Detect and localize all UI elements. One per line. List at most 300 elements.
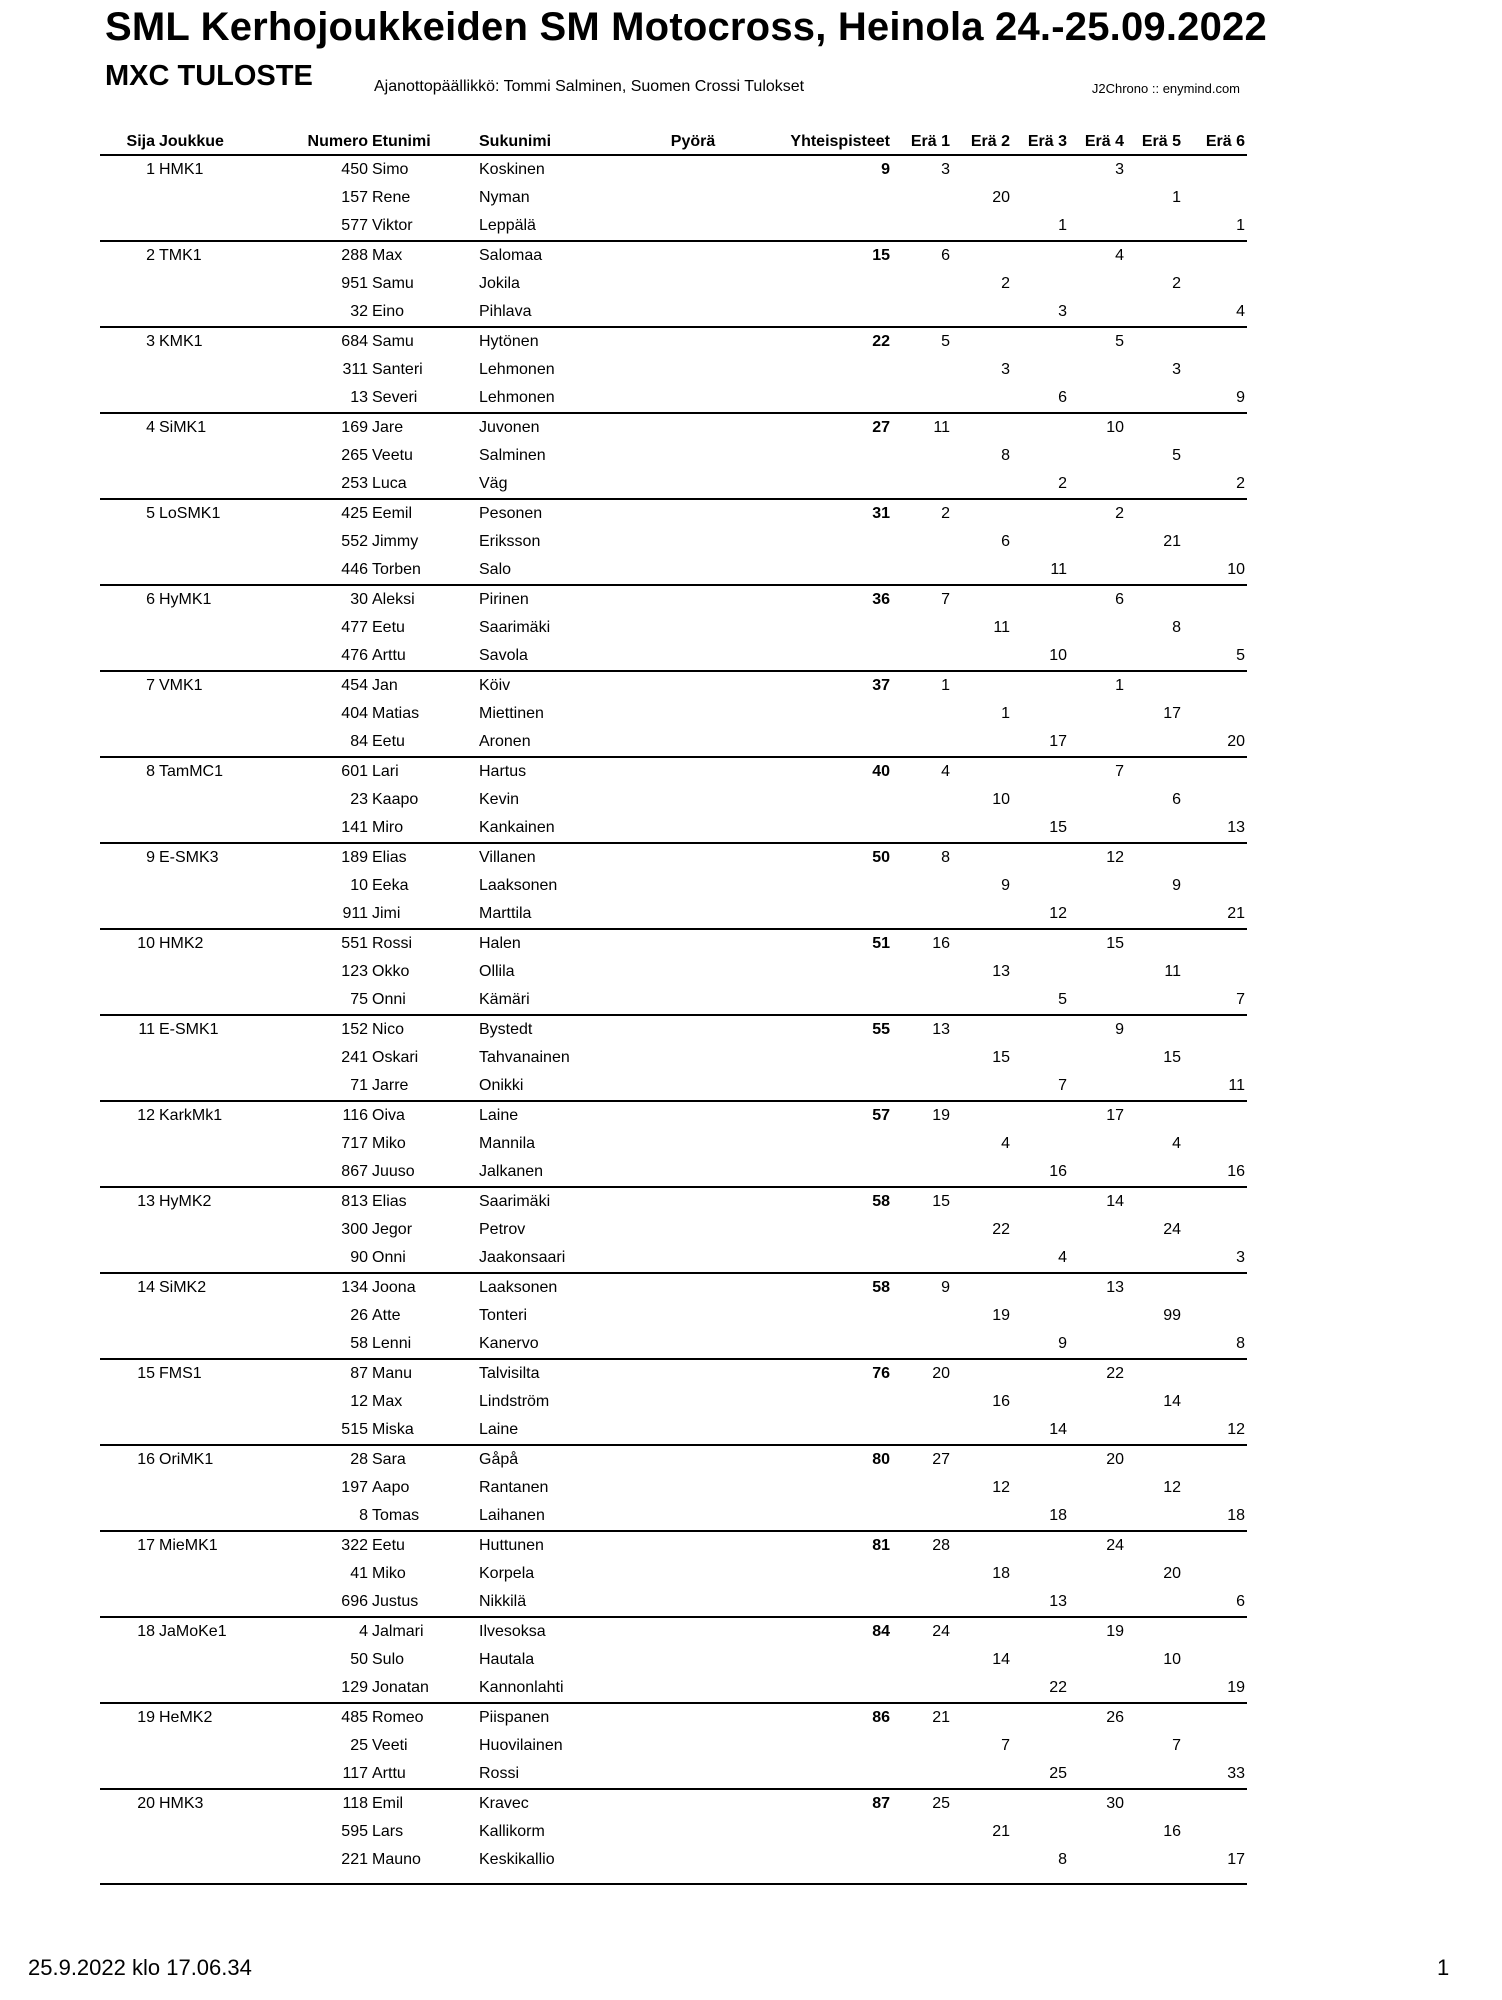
bike-cell [644, 1560, 742, 1588]
heat-5-cell [1126, 241, 1183, 270]
heat-4-cell: 2 [1115, 505, 1124, 522]
last-name-cell: Koskinen [479, 161, 545, 178]
heat-1-cell [892, 1388, 952, 1416]
heat-6-cell: 3 [1183, 1244, 1247, 1273]
last-name-cell: Petrov [479, 1221, 526, 1238]
rank-cell [100, 270, 157, 298]
team-cell [157, 900, 245, 929]
heat-6-cell [1183, 1216, 1247, 1244]
rank-cell [100, 298, 157, 327]
rank-cell [100, 1216, 157, 1244]
col-header-pyora: Pyörä [644, 130, 742, 155]
heat-5-cell: 6 [1172, 791, 1181, 808]
rider-number-cell: 265 [341, 447, 368, 464]
rank-cell: 12 [137, 1107, 155, 1124]
heat-5-cell: 11 [1164, 963, 1181, 980]
first-name-cell: Viktor [370, 212, 477, 241]
last-name-cell: Jaakonsaari [477, 1244, 644, 1273]
rider-number-cell: 129 [245, 1674, 370, 1703]
heat-3-cell [1012, 528, 1069, 556]
heat-3-cell [1012, 757, 1069, 786]
heat-3-cell: 17 [1012, 728, 1069, 757]
rank-cell: 20 [137, 1795, 155, 1812]
bike-cell [644, 814, 742, 843]
bike-cell [644, 1416, 742, 1445]
heat-3-cell [1012, 1703, 1069, 1732]
last-name-cell: Ilvesoksa [479, 1623, 546, 1640]
heat-3-cell [1012, 1560, 1069, 1588]
team-cell [157, 1130, 245, 1158]
heat-3-cell: 4 [1012, 1244, 1069, 1273]
first-name-cell: Max [372, 247, 403, 264]
bike-cell [644, 499, 742, 528]
heat-5-cell [1126, 1158, 1183, 1187]
heat-2-cell: 1 [1001, 705, 1010, 722]
rider-number-cell: 300 [341, 1221, 368, 1238]
heat-3-cell [1012, 413, 1069, 442]
heat-6-cell [1183, 270, 1247, 298]
rider-number-cell: 13 [245, 384, 370, 413]
first-name-cell: Jarre [370, 1072, 477, 1101]
heat-2-cell: 19 [992, 1307, 1010, 1324]
bike-cell [644, 1244, 742, 1273]
heat-1-cell [892, 1130, 952, 1158]
rank-cell [100, 614, 157, 642]
bike-cell [644, 1474, 742, 1502]
rank-cell: 11 [138, 1021, 155, 1038]
heat-1-cell [892, 786, 952, 814]
rank-cell [100, 900, 157, 929]
heat-1-cell: 21 [932, 1709, 950, 1726]
heat-5-cell [1126, 1330, 1183, 1359]
table-row [100, 1732, 1247, 1760]
results-body [100, 155, 1247, 1874]
first-name-cell: Eino [370, 298, 477, 327]
last-name-cell: Bystedt [479, 1021, 533, 1038]
bike-cell [644, 356, 742, 384]
heat-4-cell: 13 [1106, 1279, 1124, 1296]
heat-6-cell [1183, 1359, 1247, 1388]
heat-2-cell: 4 [1001, 1135, 1010, 1152]
heat-1-cell [892, 1846, 952, 1874]
heat-6-cell [1183, 1789, 1247, 1818]
heat-3-cell: 18 [1012, 1502, 1069, 1531]
heat-3-cell [1012, 1388, 1069, 1416]
total-points-cell [742, 356, 892, 384]
table-row [100, 872, 1247, 900]
heat-4-cell [1069, 1560, 1126, 1588]
first-name-cell: Rossi [372, 935, 413, 952]
heat-5-cell [1126, 1273, 1183, 1302]
first-name-cell: Jonatan [370, 1674, 477, 1703]
heat-5-cell [1126, 900, 1183, 929]
last-name-cell: Savola [477, 642, 644, 671]
table-row [100, 1302, 1247, 1330]
first-name-cell: Samu [372, 275, 414, 292]
rank-cell [100, 528, 157, 556]
rank-cell: 7 [146, 677, 155, 694]
last-name-cell: Korpela [479, 1565, 535, 1582]
rank-cell [100, 958, 157, 986]
heat-3-cell [1012, 958, 1069, 986]
total-points-cell [742, 614, 892, 642]
bike-cell [644, 298, 742, 327]
heat-4-cell [1069, 872, 1126, 900]
total-points-cell: 9 [881, 161, 890, 178]
table-row [100, 1216, 1247, 1244]
rank-cell [100, 1416, 157, 1445]
first-name-cell: Miro [370, 814, 477, 843]
heat-5-cell [1126, 642, 1183, 671]
heat-6-cell [1183, 671, 1247, 700]
heat-3-cell [1012, 872, 1069, 900]
heat-4-cell [1069, 1330, 1126, 1359]
last-name-cell: Marttila [477, 900, 644, 929]
heat-4-cell [1069, 556, 1126, 585]
heat-4-cell [1069, 212, 1126, 241]
heat-2-cell [952, 1617, 1012, 1646]
first-name-cell: Onni [370, 1244, 477, 1273]
total-points-cell: 22 [872, 333, 890, 350]
bike-cell [644, 1015, 742, 1044]
rank-cell [100, 1388, 157, 1416]
rank-cell: 13 [137, 1193, 155, 1210]
heat-6-cell: 2 [1183, 470, 1247, 499]
heat-6-cell: 33 [1183, 1760, 1247, 1789]
bike-cell [644, 1760, 742, 1789]
heat-6-cell: 4 [1183, 298, 1247, 327]
rider-number-cell: 595 [341, 1823, 368, 1840]
heat-6-cell [1183, 700, 1247, 728]
table-row [100, 1044, 1247, 1072]
heat-3-cell [1012, 700, 1069, 728]
bike-cell [644, 270, 742, 298]
rank-cell: 6 [146, 591, 155, 608]
total-points-cell [742, 700, 892, 728]
first-name-cell: Elias [372, 849, 407, 866]
last-name-cell: Eriksson [479, 533, 541, 550]
first-name-cell: Max [372, 1393, 403, 1410]
table-row [100, 786, 1247, 814]
first-name-cell: Arttu [370, 1760, 477, 1789]
heat-3-cell [1012, 929, 1069, 958]
bike-cell [644, 1531, 742, 1560]
heat-1-cell [892, 356, 952, 384]
heat-5-cell: 20 [1163, 1565, 1181, 1582]
first-name-cell: Kaapo [372, 791, 419, 808]
rank-cell [100, 184, 157, 212]
heat-5-cell [1126, 1187, 1183, 1216]
heat-1-cell [892, 642, 952, 671]
heat-3-cell: 7 [1012, 1072, 1069, 1101]
rank-cell [100, 872, 157, 900]
last-name-cell: Talvisilta [479, 1365, 540, 1382]
heat-2-cell [952, 757, 1012, 786]
heat-3-cell: 9 [1012, 1330, 1069, 1359]
heat-4-cell: 22 [1106, 1365, 1124, 1382]
bike-cell [644, 786, 742, 814]
last-name-cell: Väg [477, 470, 644, 499]
first-name-cell: Sulo [372, 1651, 405, 1668]
first-name-cell: Justus [370, 1588, 477, 1617]
bike-cell [644, 700, 742, 728]
team-cell [157, 728, 245, 757]
rank-cell [100, 442, 157, 470]
team-cell: VMK1 [159, 677, 203, 694]
heat-2-cell [952, 1416, 1012, 1445]
heat-4-cell [1069, 700, 1126, 728]
heat-1-cell [892, 900, 952, 929]
total-points-cell: 50 [872, 849, 890, 866]
table-row [100, 1130, 1247, 1158]
rank-cell [100, 1588, 157, 1617]
heat-2-cell [952, 986, 1012, 1015]
col-header-sukunimi: Sukunimi [477, 130, 644, 155]
total-points-cell: 58 [872, 1279, 890, 1296]
rider-number-cell: 10 [350, 877, 368, 894]
heat-2-cell: 13 [992, 963, 1010, 980]
bike-cell [644, 1703, 742, 1732]
heat-3-cell [1012, 1015, 1069, 1044]
rank-cell [100, 1330, 157, 1359]
heat-6-cell [1183, 1101, 1247, 1130]
rider-number-cell: 221 [341, 1851, 368, 1868]
heat-3-cell [1012, 1789, 1069, 1818]
heat-2-cell [952, 843, 1012, 872]
bike-cell [644, 986, 742, 1015]
team-cell: KarkMk1 [159, 1107, 223, 1124]
col-header-joukkue: Joukkue [157, 130, 245, 155]
first-name-cell: Eetu [372, 1537, 405, 1554]
table-row [100, 556, 1247, 585]
total-points-cell [742, 1474, 892, 1502]
heat-2-cell [952, 1531, 1012, 1560]
heat-3-cell [1012, 442, 1069, 470]
team-cell: HMK3 [159, 1795, 204, 1812]
heat-6-cell [1183, 356, 1247, 384]
heat-5-cell [1126, 929, 1183, 958]
heat-6-cell [1183, 499, 1247, 528]
heat-5-cell [1126, 212, 1183, 241]
heat-5-cell [1126, 1760, 1183, 1789]
last-name-cell: Rossi [477, 1760, 644, 1789]
team-cell [157, 1674, 245, 1703]
heat-1-cell: 1 [941, 677, 950, 694]
total-points-cell [742, 1044, 892, 1072]
heat-6-cell [1183, 1273, 1247, 1302]
heat-4-cell [1069, 1130, 1126, 1158]
heat-2-cell [952, 327, 1012, 356]
heat-6-cell [1183, 184, 1247, 212]
rider-number-cell: 50 [350, 1651, 368, 1668]
heat-6-cell [1183, 1703, 1247, 1732]
heat-5-cell [1126, 327, 1183, 356]
bike-cell [644, 327, 742, 356]
heat-5-cell [1126, 1789, 1183, 1818]
heat-2-cell: 21 [992, 1823, 1010, 1840]
first-name-cell: Eemil [372, 505, 413, 522]
rank-cell [100, 986, 157, 1015]
col-header-numero: Numero [245, 130, 370, 155]
heat-1-cell: 28 [932, 1537, 950, 1554]
team-cell [157, 1072, 245, 1101]
table-row [100, 470, 1247, 499]
heat-1-cell [892, 700, 952, 728]
team-cell [157, 1588, 245, 1617]
col-header-era-1: Erä 1 [892, 130, 952, 155]
rider-number-cell: 87 [350, 1365, 368, 1382]
rank-cell [100, 356, 157, 384]
team-cell [157, 356, 245, 384]
rider-number-cell: 12 [350, 1393, 368, 1410]
rank-cell [100, 1760, 157, 1789]
heat-6-cell: 20 [1183, 728, 1247, 757]
total-points-cell: 51 [872, 935, 890, 952]
heat-2-cell [952, 671, 1012, 700]
heat-5-cell [1126, 1674, 1183, 1703]
rider-number-cell: 32 [245, 298, 370, 327]
team-cell [157, 384, 245, 413]
team-cell: KMK1 [159, 333, 203, 350]
first-name-cell: Lars [372, 1823, 404, 1840]
rank-cell [100, 1072, 157, 1101]
heat-6-cell [1183, 757, 1247, 786]
rider-number-cell: 71 [245, 1072, 370, 1101]
heat-3-cell [1012, 1646, 1069, 1674]
bike-cell [644, 614, 742, 642]
heat-6-cell [1183, 1474, 1247, 1502]
bike-cell [644, 1330, 742, 1359]
last-name-cell: Miettinen [479, 705, 544, 722]
heat-5-cell: 9 [1172, 877, 1181, 894]
first-name-cell: Juuso [370, 1158, 477, 1187]
heat-5-cell [1126, 1531, 1183, 1560]
heat-1-cell [892, 1560, 952, 1588]
first-name-cell: Manu [372, 1365, 413, 1382]
heat-3-cell [1012, 585, 1069, 614]
last-name-cell: Villanen [479, 849, 536, 866]
rider-number-cell: 241 [341, 1049, 368, 1066]
table-row [100, 1531, 1247, 1560]
rank-cell: 19 [137, 1709, 155, 1726]
heat-2-cell [952, 1273, 1012, 1302]
heat-5-cell [1126, 1617, 1183, 1646]
heat-3-cell: 16 [1012, 1158, 1069, 1187]
heat-6-cell [1183, 843, 1247, 872]
team-cell: HeMK2 [159, 1709, 213, 1726]
heat-4-cell [1069, 442, 1126, 470]
rank-cell [100, 212, 157, 241]
first-name-cell: Miska [370, 1416, 477, 1445]
heat-2-cell [952, 155, 1012, 184]
heat-3-cell: 11 [1012, 556, 1069, 585]
team-cell: FMS1 [159, 1365, 202, 1382]
heat-2-cell [952, 1588, 1012, 1617]
table-row [100, 986, 1247, 1015]
table-row [100, 1646, 1247, 1674]
heat-4-cell [1069, 1760, 1126, 1789]
heat-3-cell: 3 [1012, 298, 1069, 327]
heat-6-cell [1183, 1617, 1247, 1646]
rider-number-cell: 28 [350, 1451, 368, 1468]
heat-5-cell [1126, 814, 1183, 843]
table-row [100, 1703, 1247, 1732]
team-cell [157, 1732, 245, 1760]
rider-number-cell: 696 [245, 1588, 370, 1617]
heat-2-cell [952, 1703, 1012, 1732]
bike-cell [644, 556, 742, 585]
heat-5-cell [1126, 1359, 1183, 1388]
heat-3-cell: 8 [1058, 1851, 1067, 1868]
rank-cell [100, 642, 157, 671]
heat-1-cell [892, 1072, 952, 1101]
heat-6-cell [1183, 958, 1247, 986]
bike-cell [644, 671, 742, 700]
heat-2-cell [952, 470, 1012, 499]
heat-4-cell [1069, 1502, 1126, 1531]
total-points-cell: 15 [872, 247, 890, 264]
table-row [100, 413, 1247, 442]
heat-6-cell: 10 [1183, 556, 1247, 585]
heat-1-cell: 24 [932, 1623, 950, 1640]
rider-number-cell: 118 [342, 1795, 368, 1812]
heat-6-cell [1183, 241, 1247, 270]
heat-3-cell [1012, 184, 1069, 212]
rank-cell [100, 384, 157, 413]
bike-cell [644, 442, 742, 470]
bike-cell [644, 872, 742, 900]
rank-cell [100, 1846, 157, 1874]
heat-3-cell [1012, 1617, 1069, 1646]
heat-2-cell [952, 556, 1012, 585]
heat-4-cell: 7 [1115, 763, 1124, 780]
first-name-cell: Sara [372, 1451, 406, 1468]
last-name-cell: Rantanen [479, 1479, 549, 1496]
rank-cell: 15 [137, 1365, 155, 1382]
first-name-cell: Rene [372, 189, 411, 206]
heat-1-cell [892, 1646, 952, 1674]
total-points-cell [742, 442, 892, 470]
heat-2-cell [952, 1330, 1012, 1359]
heat-5-cell [1126, 556, 1183, 585]
rider-number-cell: 322 [341, 1537, 368, 1554]
last-name-cell: Nyman [479, 189, 530, 206]
last-name-cell: Kravec [479, 1795, 529, 1812]
table-row [100, 1187, 1247, 1216]
table-row [100, 1818, 1247, 1846]
first-name-cell: Romeo [372, 1709, 424, 1726]
last-name-cell: Laine [477, 1416, 644, 1445]
heat-5-cell [1126, 1703, 1183, 1732]
rider-number-cell: 116 [342, 1107, 368, 1124]
heat-2-cell [952, 814, 1012, 843]
rider-number-cell: 911 [245, 900, 370, 929]
heat-5-cell: 21 [1163, 533, 1181, 550]
rider-number-cell: 404 [341, 705, 368, 722]
heat-6-cell: 17 [1227, 1851, 1245, 1868]
heat-3-cell [1012, 1818, 1069, 1846]
first-name-cell: Lari [372, 763, 399, 780]
heat-6-cell: 8 [1183, 1330, 1247, 1359]
rank-cell: 1 [146, 161, 155, 178]
rank-cell [100, 1158, 157, 1187]
bike-cell [644, 184, 742, 212]
heat-3-cell: 2 [1012, 470, 1069, 499]
heat-2-cell: 16 [992, 1393, 1010, 1410]
team-cell: E-SMK1 [159, 1021, 219, 1038]
heat-3-cell [1012, 270, 1069, 298]
rider-number-cell: 90 [245, 1244, 370, 1273]
